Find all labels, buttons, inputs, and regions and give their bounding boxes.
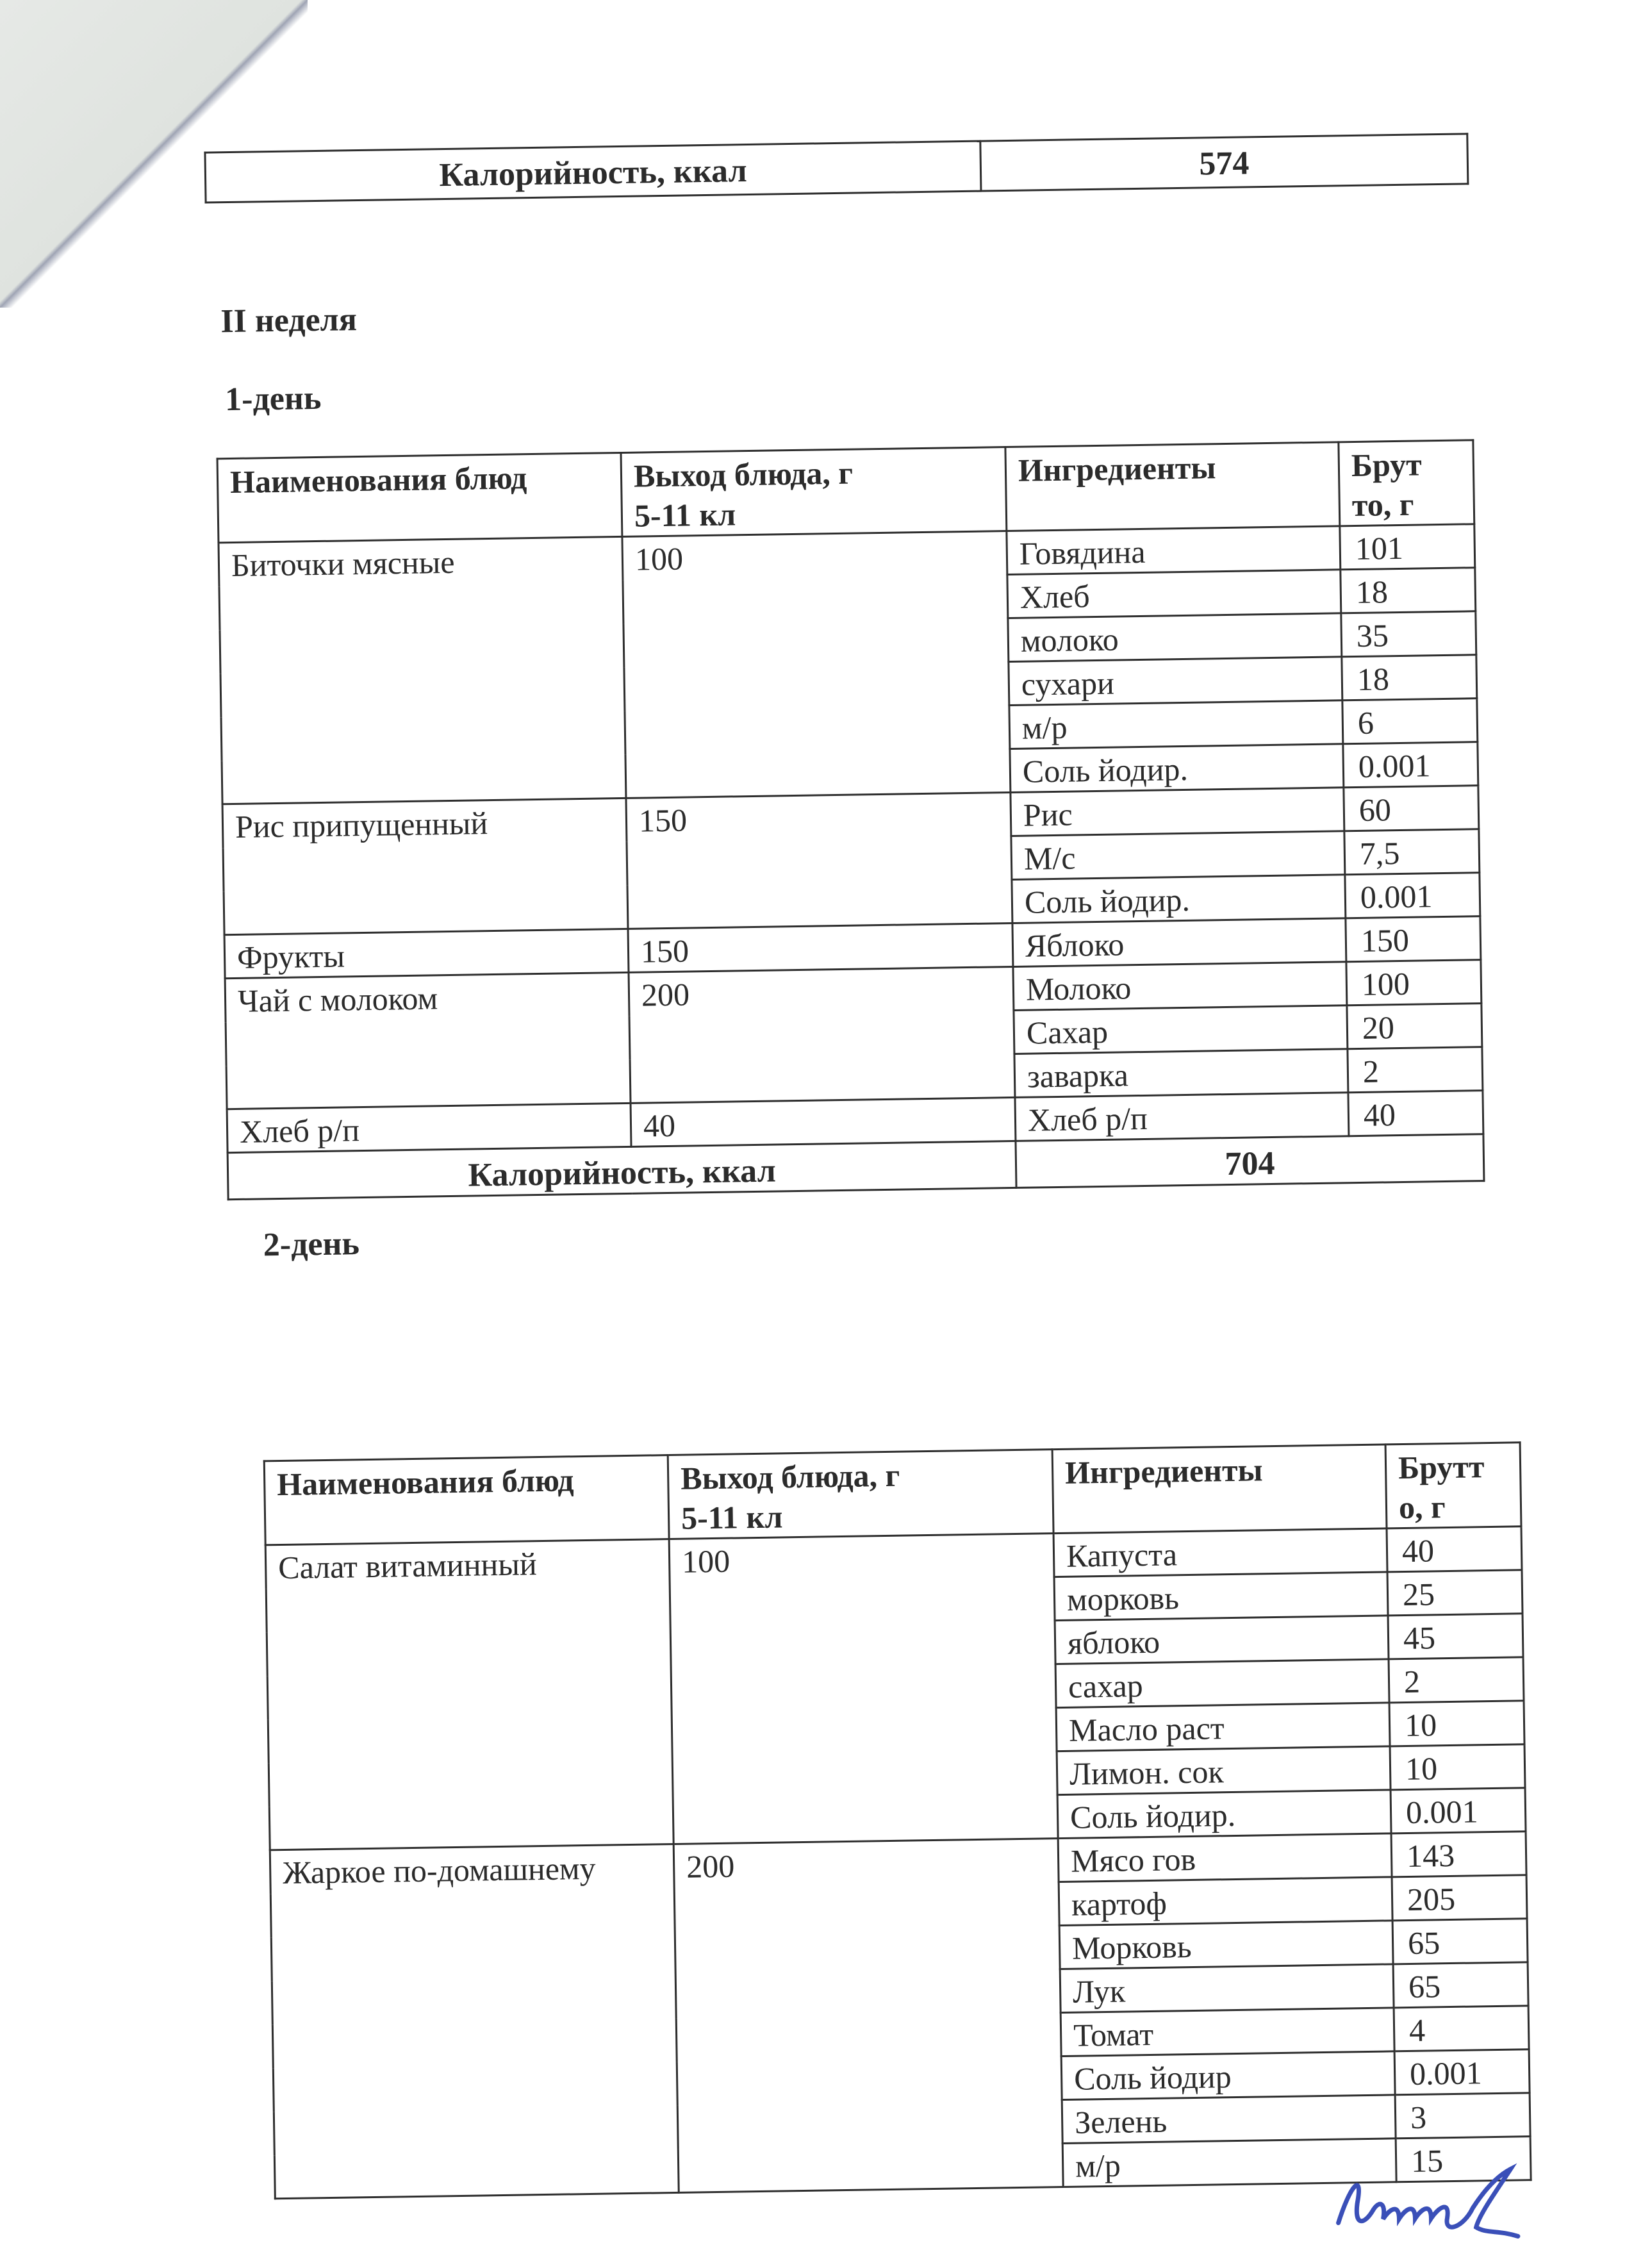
ingredient-name: Хлеб: [1007, 570, 1341, 618]
ingredient-gross: 18: [1341, 568, 1476, 613]
ingredient-gross: 20: [1347, 1004, 1482, 1049]
ingredient-gross: 0.001: [1391, 1788, 1526, 1833]
dish-yield: 150: [628, 923, 1013, 972]
dish-name: Чай с молоком: [225, 972, 631, 1109]
ingredient-name: М/с: [1011, 831, 1345, 880]
ingredient-gross: 35: [1341, 611, 1476, 657]
header-gross: Брут то, г: [1339, 440, 1474, 526]
ingredient-gross: 15: [1396, 2137, 1531, 2182]
dish-name: Салат витаминный: [265, 1539, 673, 1850]
ingredient-gross: 65: [1393, 1962, 1528, 2008]
ingredient-gross: 65: [1392, 1919, 1528, 1964]
calorie-label: Калорийность, ккал: [205, 141, 981, 203]
dish-yield: 40: [631, 1097, 1016, 1146]
ingredient-gross: 150: [1346, 916, 1481, 962]
ingredient-name: сухари: [1009, 657, 1342, 706]
ingredient-gross: 0.001: [1345, 873, 1480, 918]
week-title: II неделя: [220, 301, 358, 340]
ingredient-gross: 2: [1348, 1047, 1483, 1093]
dish-yield: 200: [673, 1839, 1063, 2193]
ingredient-gross: 100: [1346, 960, 1481, 1006]
day1-menu-table: [217, 439, 1485, 1200]
ingredient-gross: 40: [1348, 1091, 1483, 1136]
dish-name: Биточки мясные: [219, 536, 626, 804]
ingredient-gross: 10: [1390, 1744, 1525, 1790]
ingredient-gross: 7,5: [1344, 829, 1480, 875]
ingredient-name: яблоко: [1055, 1616, 1389, 1664]
ingredient-name: Соль йодир.: [1010, 744, 1344, 793]
ingredient-gross: 25: [1387, 1570, 1523, 1616]
header-gross: Брутт о, г: [1385, 1443, 1521, 1528]
header-ingredients: Ингредиенты: [1052, 1444, 1387, 1534]
ingredient-name: заварка: [1014, 1049, 1348, 1098]
ingredient-name: Масло раст: [1056, 1703, 1390, 1751]
ingredient-name: Говядина: [1007, 526, 1341, 575]
ingredient-gross: 2: [1389, 1657, 1524, 1703]
ingredient-gross: 10: [1389, 1701, 1524, 1746]
ingredient-gross: 101: [1340, 524, 1475, 570]
ingredient-name: Лимон. сок: [1057, 1746, 1391, 1795]
dish-yield: 100: [622, 531, 1011, 799]
ingredient-name: Томат: [1060, 2008, 1394, 2057]
dish-name: Хлеб р/п: [227, 1103, 631, 1152]
calorie-value: 574: [980, 134, 1468, 191]
ingredient-name: Соль йодир.: [1057, 1790, 1391, 1839]
ingredient-name: Мясо гов: [1058, 1833, 1392, 1882]
ingredient-name: Капуста: [1053, 1528, 1387, 1577]
ingredient-name: Морковь: [1059, 1921, 1393, 1969]
header-dish-name: Наименования блюд: [264, 1455, 669, 1545]
header-dish-name: Наименования блюд: [217, 452, 622, 542]
dish-yield: 100: [669, 1534, 1058, 1844]
dish-name: Жаркое по-домашнему: [270, 1844, 679, 2198]
calorie-label: Калорийность, ккал: [227, 1141, 1016, 1199]
dish-yield: 200: [629, 966, 1015, 1103]
ingredient-gross: 205: [1392, 1875, 1527, 1921]
dish-yield: 150: [626, 793, 1012, 929]
ingredient-name: м/р: [1009, 700, 1343, 749]
ingredient-gross: 45: [1388, 1614, 1523, 1659]
ingredient-name: Соль йодир.: [1012, 875, 1346, 923]
ingredient-gross: 3: [1395, 2093, 1530, 2139]
top-calorie-table: [204, 133, 1469, 203]
ingredient-gross: 40: [1387, 1527, 1522, 1572]
dish-name: Фрукты: [224, 929, 629, 978]
ingredient-gross: 18: [1342, 655, 1477, 700]
ingredient-name: Яблоко: [1012, 918, 1346, 967]
signature: [1325, 2162, 1544, 2249]
header-ingredients: Ингредиенты: [1005, 442, 1340, 531]
ingredient-name: Соль йодир: [1061, 2051, 1395, 2100]
dish-name: Рис припущенный: [222, 798, 628, 934]
calorie-value: 704: [1016, 1134, 1484, 1188]
ingredient-gross: 60: [1344, 786, 1479, 831]
ingredient-name: м/р: [1062, 2139, 1396, 2187]
ingredient-name: сахар: [1055, 1659, 1389, 1708]
ingredient-name: Хлеб р/п: [1015, 1093, 1349, 1141]
ingredient-gross: 4: [1394, 2006, 1529, 2051]
ingredient-gross: 0.001: [1343, 742, 1478, 788]
day-title: 1-день: [224, 379, 322, 418]
ingredient-name: молоко: [1008, 613, 1342, 662]
header-yield: Выход блюда, г 5-11 кл: [668, 1450, 1053, 1539]
ingredient-gross: 6: [1342, 699, 1478, 744]
header-yield: Выход блюда, г 5-11 кл: [621, 447, 1007, 537]
ingredient-name: Рис: [1011, 788, 1344, 836]
day2-menu-table: [263, 1441, 1532, 2199]
ingredient-name: морковь: [1054, 1572, 1388, 1621]
ingredient-name: Молоко: [1013, 962, 1347, 1011]
ingredient-name: картоф: [1059, 1877, 1392, 1926]
ingredient-name: Лук: [1060, 1964, 1394, 2013]
day-title: 2-день: [263, 1225, 360, 1264]
ingredient-name: Сахар: [1014, 1006, 1348, 1054]
ingredient-name: Зелень: [1062, 2095, 1396, 2144]
ingredient-gross: 143: [1391, 1832, 1526, 1877]
ingredient-gross: 0.001: [1394, 2049, 1530, 2095]
